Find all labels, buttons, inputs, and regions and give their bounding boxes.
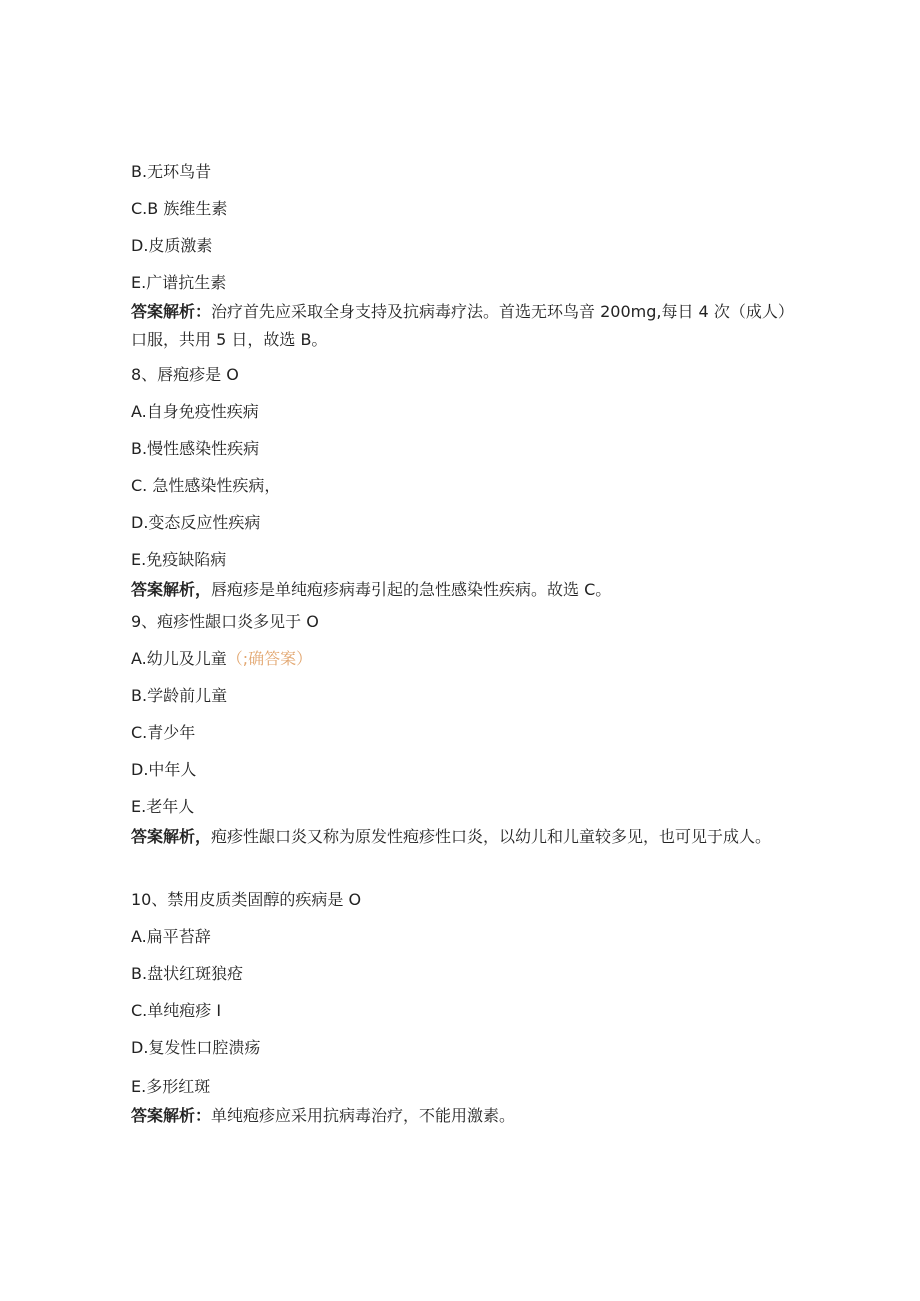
q7-analysis [131,298,791,354]
analysis-text: 唇疱疹是单纯疱疹病毒引起的急性感染性疾病。故选 C。 [211,580,612,599]
q8-option-b: B.慢性感染性疾病 [131,439,260,458]
analysis-text: 治疗首先应采取全身支持及抗病毒疗法。首选无环鸟音 200mg,每日 4 次（成人）口服，共用 5 日，故选 B。 [131,302,786,349]
q10-analysis [131,1106,515,1126]
q10-option-a: A.扁平苔辞 [131,927,211,946]
analysis-label: 答案解析， [131,827,212,846]
q8-question: 8、唇疱疹是 O [131,365,239,384]
q9-option-e: E.老年人 [131,797,195,816]
q10-option-c: C.单纯疱疹 I [131,1001,222,1020]
q9-option-b: B.学龄前儿童 [131,686,228,705]
q8-option-d: D.变态反应性疾病 [131,513,261,532]
q7-option-d: D.皮质激素 [131,236,213,255]
q7-option-b: B.无环鸟昔 [131,162,212,181]
q8-analysis [131,580,611,600]
analysis-text: 疱疹性龈口炎又称为原发性疱疹性口炎，以幼儿和儿童较多见，也可见于成人。 [211,827,772,846]
analysis-text: 单纯疱疹应采用抗病毒治疗，不能用激素。 [211,1106,516,1125]
analysis-label: 答案解析， [131,580,212,599]
q9-analysis [131,823,791,851]
q9-option-a [131,649,312,669]
correct-answer-hint: （;确答案） [226,649,313,668]
q9-option-d: D.中年人 [131,760,197,779]
q8-option-e: E.免疫缺陷病 [131,550,227,569]
q8-option-c: C. 急性感染性疾病， [131,476,281,495]
q10-option-b: B.盘状红斑狼疮 [131,964,244,983]
analysis-label: 答案解析： [131,302,212,321]
option-text: A.幼儿及儿童 [131,649,227,668]
q9-option-c: C.青少年 [131,723,196,742]
q10-question: 10、禁用皮质类固醇的疾病是 O [131,890,362,909]
q7-option-e: E.广谱抗生素 [131,273,227,292]
q8-option-a: A.自身免疫性疾病 [131,402,259,421]
q7-option-c: C.B 族维生素 [131,199,228,218]
analysis-label: 答案解析： [131,1106,212,1125]
q10-option-e: E.多形红斑 [131,1077,211,1096]
q10-option-d: D.复发性口腔溃疡 [131,1038,261,1057]
q9-question: 9、疱疹性龈口炎多见于 O [131,612,319,631]
